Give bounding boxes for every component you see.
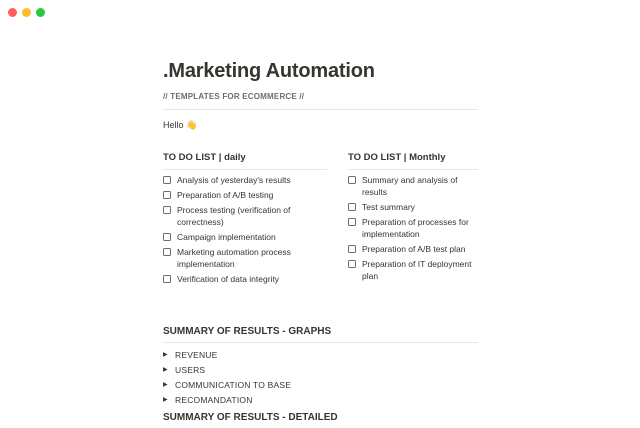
checkbox-icon[interactable] bbox=[348, 176, 356, 184]
todo-item-label: Process testing (verification of correctness) bbox=[177, 205, 291, 227]
todo-item-label: Preparation of A/B testing bbox=[177, 190, 274, 200]
toggle-label: USERS bbox=[175, 365, 206, 375]
todo-column-daily bbox=[163, 152, 327, 288]
toggle-arrow-icon[interactable]: ▶ bbox=[163, 397, 168, 403]
todo-item-label: Summary and analysis of results bbox=[362, 175, 458, 197]
page-content bbox=[163, 58, 478, 428]
todo-item-label: Verification of data integrity bbox=[177, 274, 280, 284]
toggle-arrow-icon[interactable]: ▶ bbox=[163, 367, 168, 373]
todo-item-label: Test summary bbox=[362, 202, 415, 212]
toggle-item-recomandation[interactable] bbox=[163, 394, 478, 406]
waving-hand-emoji: 👋 bbox=[186, 120, 198, 130]
window-controls bbox=[8, 8, 45, 17]
todo-daily-heading: TO DO LIST | daily bbox=[163, 152, 327, 170]
greeting-word: Hello bbox=[163, 120, 184, 130]
greeting-text bbox=[163, 119, 478, 131]
checkbox-icon[interactable] bbox=[348, 203, 356, 211]
checkbox-icon[interactable] bbox=[348, 218, 356, 226]
todo-item[interactable] bbox=[163, 189, 327, 201]
toggle-item-revenue[interactable] bbox=[163, 349, 478, 361]
graphs-toggle-list bbox=[163, 349, 478, 406]
todo-item-label: Preparation of IT deployment plan bbox=[362, 259, 472, 281]
checkbox-icon[interactable] bbox=[163, 176, 171, 184]
toggle-item-communication-to-base[interactable] bbox=[163, 379, 478, 391]
toggle-label: RECOMANDATION bbox=[175, 395, 253, 405]
header-divider bbox=[163, 109, 478, 110]
todo-item[interactable] bbox=[163, 204, 327, 228]
todo-item-label: Preparation of A/B test plan bbox=[362, 244, 466, 254]
todo-item[interactable] bbox=[163, 273, 327, 285]
todo-item[interactable] bbox=[163, 246, 327, 270]
toggle-label: COMMUNICATION TO BASE bbox=[175, 380, 292, 390]
checkbox-icon[interactable] bbox=[163, 248, 171, 256]
summary-detailed-heading: SUMMARY OF RESULTS - DETAILED bbox=[163, 412, 338, 423]
section-summary-graphs bbox=[163, 326, 478, 406]
todo-item[interactable] bbox=[163, 231, 327, 243]
page-subtitle: // TEMPLATES FOR ECOMMERCE // bbox=[163, 92, 305, 101]
todo-item[interactable] bbox=[348, 216, 478, 240]
checkbox-icon[interactable] bbox=[163, 233, 171, 241]
todo-item[interactable] bbox=[163, 174, 327, 186]
checkbox-icon[interactable] bbox=[163, 206, 171, 214]
todo-item[interactable] bbox=[348, 201, 478, 213]
todo-columns bbox=[163, 152, 478, 288]
toggle-arrow-icon[interactable]: ▶ bbox=[163, 382, 168, 388]
todo-monthly-heading: TO DO LIST | Monthly bbox=[348, 152, 478, 170]
todo-item-label: Analysis of yesterday's results bbox=[177, 175, 291, 185]
todo-item[interactable] bbox=[348, 243, 478, 255]
checkbox-icon[interactable] bbox=[163, 191, 171, 199]
todo-item[interactable] bbox=[348, 258, 478, 282]
close-window-button[interactable] bbox=[8, 8, 17, 17]
section-summary-detailed bbox=[163, 412, 478, 428]
todo-monthly-list bbox=[348, 174, 478, 282]
toggle-item-users[interactable] bbox=[163, 364, 478, 376]
todo-daily-list bbox=[163, 174, 327, 285]
todo-item-label: Campaign implementation bbox=[177, 232, 276, 242]
todo-item-label: Marketing automation process implementation bbox=[177, 247, 291, 269]
page-title: .Marketing Automation bbox=[163, 60, 375, 82]
toggle-arrow-icon[interactable]: ▶ bbox=[163, 352, 168, 358]
todo-column-monthly bbox=[348, 152, 478, 288]
toggle-label: REVENUE bbox=[175, 350, 218, 360]
checkbox-icon[interactable] bbox=[163, 275, 171, 283]
todo-item-label: Preparation of processes for implementation bbox=[362, 217, 469, 239]
checkbox-icon[interactable] bbox=[348, 245, 356, 253]
minimize-window-button[interactable] bbox=[22, 8, 31, 17]
checkbox-icon[interactable] bbox=[348, 260, 356, 268]
summary-graphs-heading: SUMMARY OF RESULTS - GRAPHS bbox=[163, 326, 478, 343]
todo-item[interactable] bbox=[348, 174, 478, 198]
zoom-window-button[interactable] bbox=[36, 8, 45, 17]
